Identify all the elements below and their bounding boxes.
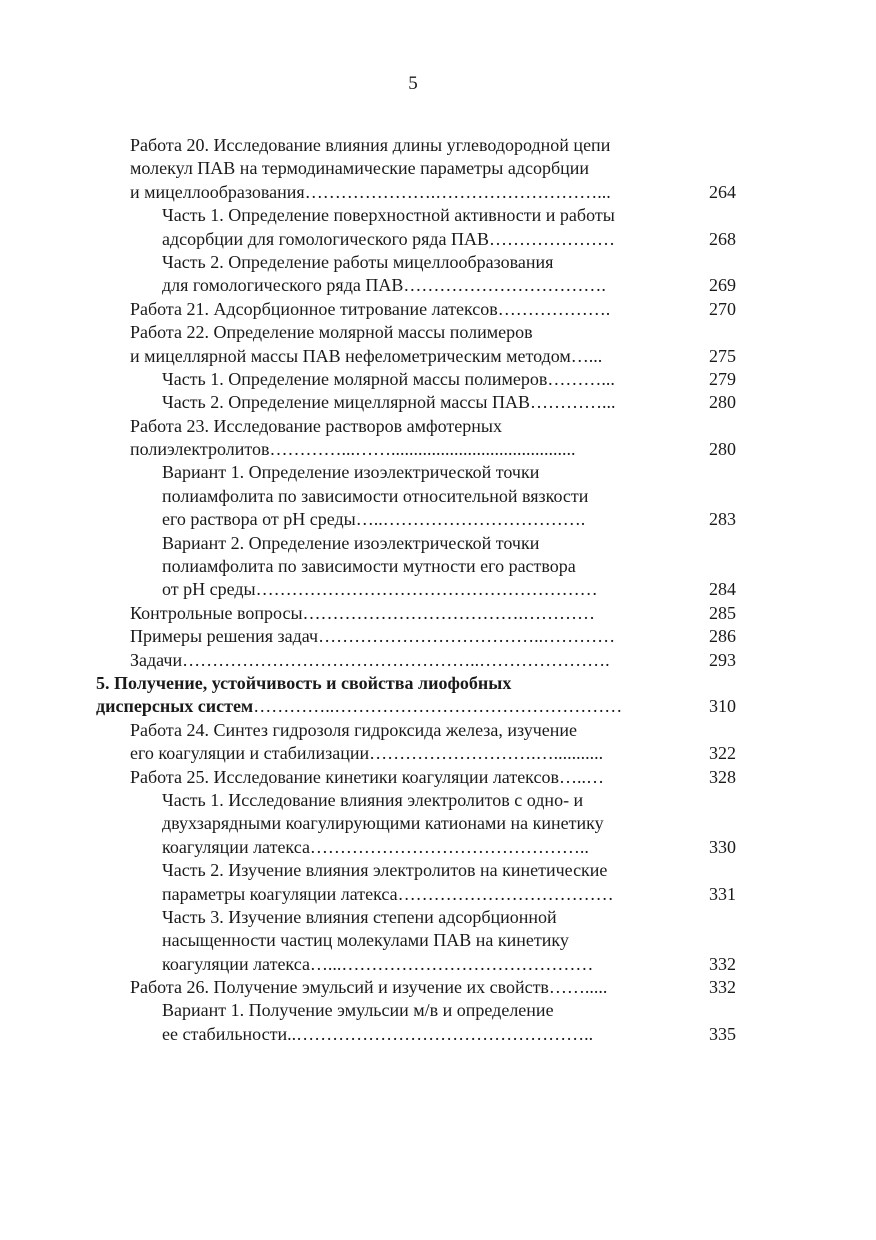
toc-entry — [96, 672, 736, 719]
toc-entry — [96, 766, 736, 789]
toc-entry-line — [96, 719, 736, 742]
toc-entry-line — [96, 461, 736, 484]
toc-entry — [96, 719, 736, 766]
toc-entry-line — [96, 298, 736, 321]
toc-entry-text: дисперсных систем — [96, 696, 254, 717]
toc-entry-text: Работа 24. Синтез гидрозоля гидроксида железа, изучение — [130, 719, 578, 740]
toc-entry-text: Вариант 1. Определение изоэлектрической точки — [162, 462, 540, 483]
toc-entry-text: полиамфолита по зависимости мутности его раствора — [162, 556, 576, 577]
toc-entry-text: двухзарядными коагулирующими катионами на кинетику — [162, 813, 604, 834]
toc-entry-page: 331 — [709, 883, 736, 904]
toc-entry-text: полиэлектролитов…………...……......................................... — [130, 439, 576, 460]
toc-entry-line — [96, 672, 736, 695]
toc-entry-text: полиамфолита по зависимости относительной вязкости — [162, 485, 589, 506]
toc-entry-text: Часть 3. Изучение влияния степени адсорбционной — [162, 906, 557, 927]
toc-entry-page: 284 — [709, 579, 736, 600]
toc-entry — [96, 602, 736, 625]
toc-entry-line — [96, 508, 736, 531]
toc-entry-text: Часть 1. Исследование влияния электролитов с одно- и — [162, 789, 584, 810]
toc-entry-line — [96, 695, 736, 718]
toc-entry-text: его раствора от pH среды…..……………………………. — [162, 509, 586, 530]
toc-entry-line — [96, 485, 736, 508]
toc-entry-text: Примеры решения задач………………………………..………… — [130, 626, 616, 647]
toc-entry — [96, 415, 736, 462]
toc-entry-page: 283 — [709, 509, 736, 530]
toc-entry — [96, 789, 736, 859]
toc-entry-line — [96, 321, 736, 344]
toc-entry-text: Задачи…………………………………………..…………………. — [130, 649, 610, 670]
toc-entry-line — [96, 836, 736, 859]
toc-entry-text: Работа 20. Исследование влияния длины углеводородной цепи — [130, 135, 611, 155]
toc-entry — [96, 999, 736, 1046]
toc-entry-text: ее стабильности..………………………………………….. — [162, 1023, 594, 1044]
toc-entry-page: 310 — [709, 696, 736, 717]
toc-entry-page: 275 — [709, 345, 736, 366]
toc-entry-page: 322 — [709, 743, 736, 764]
toc-entry-line — [96, 999, 736, 1022]
toc-entry-line — [96, 368, 736, 391]
toc-entry-line — [96, 953, 736, 976]
toc-entry-page: 293 — [709, 649, 736, 670]
toc-entry — [96, 368, 736, 391]
toc-entry — [96, 859, 736, 906]
toc-entry — [96, 461, 736, 531]
toc-entry-line — [96, 812, 736, 835]
toc-entry-line — [96, 742, 736, 765]
toc-entry-text: Вариант 2. Определение изоэлектрической точки — [162, 532, 540, 553]
toc-entry-text: коагуляции латекса…...…………………………………… — [162, 953, 594, 974]
toc-entry-line — [96, 345, 736, 368]
toc-entry — [96, 906, 736, 976]
toc-entry-text: коагуляции латекса……………………………………….. — [162, 836, 589, 857]
toc-entry-text: насыщенности частиц молекулами ПАВ на кинетику — [162, 930, 569, 951]
toc-entry-line — [96, 415, 736, 438]
toc-entry-page: 279 — [709, 368, 736, 389]
toc-entry-line — [96, 883, 736, 906]
toc-entry-text: Часть 2. Изучение влияния электролитов на кинетические — [162, 860, 608, 881]
toc-entry-line — [96, 602, 736, 625]
toc-entry — [96, 204, 736, 251]
toc-entry — [96, 976, 736, 999]
toc-entry-text: Работа 23. Исследование растворов амфотерных — [130, 415, 502, 436]
toc-entry-line — [96, 578, 736, 601]
toc-entry-page: 330 — [709, 836, 736, 857]
toc-entry-line — [96, 438, 736, 461]
toc-entry-line — [96, 134, 736, 157]
toc-entry-page: 332 — [709, 977, 736, 998]
toc-entry-line — [96, 251, 736, 274]
toc-entry-text: от pH среды………………………………………………… — [162, 579, 598, 600]
toc-entry — [96, 321, 736, 368]
toc-entry-page: 264 — [709, 181, 736, 202]
toc-entry-leader: …………..………………………………………… — [253, 696, 623, 717]
toc-entry — [96, 251, 736, 298]
toc-entry-text: Вариант 1. Получение эмульсии м/в и определение — [162, 1000, 554, 1021]
toc-entry-text: адсорбции для гомологического ряда ПАВ………………… — [162, 228, 616, 249]
toc-entry-text: для гомологического ряда ПАВ……………………………. — [162, 275, 606, 296]
toc-entry-page: 332 — [709, 953, 736, 974]
toc-entry-text: Часть 2. Определение работы мицеллообразования — [162, 251, 554, 272]
toc-entry-page: 270 — [709, 298, 736, 319]
toc-entry — [96, 532, 736, 602]
toc-entry — [96, 298, 736, 321]
toc-entry — [96, 649, 736, 672]
toc-entry-line — [96, 859, 736, 882]
toc-entry-line — [96, 204, 736, 227]
toc-entry-line — [96, 532, 736, 555]
toc-entry-page: 285 — [709, 602, 736, 623]
toc-entry-text: и мицеллярной массы ПАВ нефелометрическим методом…... — [130, 345, 603, 366]
toc-entry-page: 280 — [709, 439, 736, 460]
toc-entry-text: и мицеллообразования………………….………………………... — [130, 181, 611, 202]
toc-entry-line — [96, 929, 736, 952]
toc-entry-line — [96, 976, 736, 999]
toc-entry-text: Часть 2. Определение мицеллярной массы ПАВ…………... — [162, 392, 616, 413]
toc-entry-line — [96, 555, 736, 578]
toc-entry-text: параметры коагуляции латекса……………………………… — [162, 883, 614, 904]
toc-entry-line — [96, 157, 736, 180]
toc-entry-text: Работа 22. Определение молярной массы полимеров — [130, 322, 533, 343]
toc-entry-line — [96, 789, 736, 812]
toc-entry-page: 269 — [709, 275, 736, 296]
toc-entry-text: его коагуляции и стабилизации……………………….…........... — [130, 743, 604, 764]
toc-entry-page: 328 — [709, 766, 736, 787]
page-number: 5 — [408, 73, 418, 94]
toc-entry-line — [96, 274, 736, 297]
toc-entry-text: Работа 26. Получение эмульсий и изучение их свойств……..... — [130, 977, 608, 998]
toc-entry-line — [96, 625, 736, 648]
toc-entry-page: 286 — [709, 626, 736, 647]
toc-entry-page: 268 — [709, 228, 736, 249]
toc-entry-text: Часть 1. Определение поверхностной активности и работы — [162, 205, 615, 226]
toc-entry-page: 280 — [709, 392, 736, 413]
toc-entry — [96, 625, 736, 648]
toc-entry — [96, 134, 736, 204]
toc-entry-page: 335 — [709, 1023, 736, 1044]
toc-entry-line — [96, 228, 736, 251]
toc-entry — [96, 391, 736, 414]
toc-entry-text: Контрольные вопросы……………………………….………… — [130, 602, 596, 623]
toc-entry-line — [96, 649, 736, 672]
toc-entry-line — [96, 391, 736, 414]
toc-entry-line — [96, 181, 736, 204]
toc-entry-text: Работа 25. Исследование кинетики коагуляции латексов…..… — [130, 766, 604, 787]
toc-entry-line — [96, 906, 736, 929]
toc-entry-text: молекул ПАВ на термодинамические параметры адсорбции — [130, 158, 590, 179]
toc-entry-text: Часть 1. Определение молярной массы полимеров………... — [162, 368, 615, 389]
toc-entry-line — [96, 1023, 736, 1046]
table-of-contents — [96, 134, 736, 1046]
toc-entry-line — [96, 766, 736, 789]
toc-entry-text: 5. Получение, устойчивость и свойства лиофобных — [96, 672, 512, 693]
toc-entry-text: Работа 21. Адсорбционное титрование латексов………………. — [130, 298, 611, 319]
